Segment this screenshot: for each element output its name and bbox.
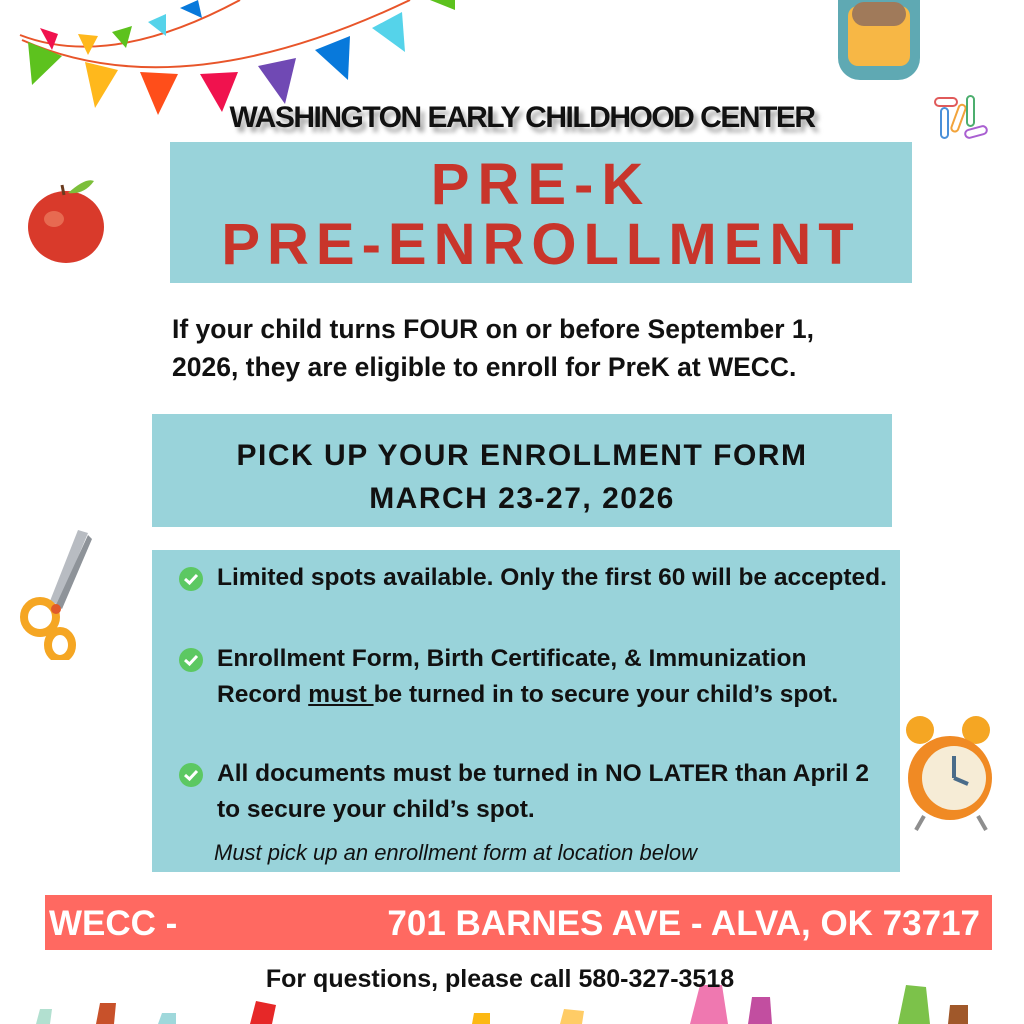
requirement-item <box>217 560 897 596</box>
center-abbreviation: WECC - <box>49 904 178 943</box>
requirement-item <box>217 756 897 828</box>
eligibility-line-1: If your child turns FOUR on or before September 1, <box>172 314 814 344</box>
title-line-1: PRE-K <box>430 152 652 217</box>
street-address: 701 BARNES AVE - ALVA, OK 73717 <box>387 904 980 943</box>
requirement-text: be turned in to secure your child’s spot. <box>373 681 839 708</box>
eligibility-text <box>172 310 932 386</box>
scissors-icon <box>18 525 93 660</box>
backpack-illustration <box>838 0 920 80</box>
title-banner <box>170 142 912 283</box>
title-line-2: PRE-ENROLLMENT <box>221 212 861 277</box>
requirement-item <box>217 641 897 713</box>
pickup-dates: MARCH 23-27, 2026 <box>369 482 675 515</box>
requirement-text: Limited spots available. Only the first 60 will be accepted. <box>217 564 887 591</box>
apple-icon <box>26 177 108 265</box>
pickup-banner <box>152 414 892 527</box>
address-banner <box>45 895 992 950</box>
requirements-box <box>152 550 900 872</box>
check-icon <box>179 567 203 591</box>
eligibility-line-2: 2026, they are eligible to enroll for PreK at WECC. <box>172 352 797 382</box>
requirement-emphasis: must <box>308 681 374 708</box>
center-name-heading: WASHINGTON EARLY CHILDHOOD CENTER <box>229 101 815 134</box>
check-icon <box>179 763 203 787</box>
bunting-decoration <box>0 0 470 115</box>
check-icon <box>179 648 203 672</box>
contact-phone: For questions, please call 580-327-3518 <box>265 965 735 993</box>
pickup-line-1: PICK UP YOUR ENROLLMENT FORM <box>236 439 808 472</box>
requirement-text: Enrollment Form, Birth Certificate, & Immunization Record <box>217 645 807 708</box>
requirement-text: All documents must be turned in NO LATER than April 2 to secure your child’s spot. <box>217 760 870 823</box>
alarm-clock-icon <box>900 708 996 836</box>
pickup-note: Must pick up an enrollment form at location below <box>214 840 698 865</box>
